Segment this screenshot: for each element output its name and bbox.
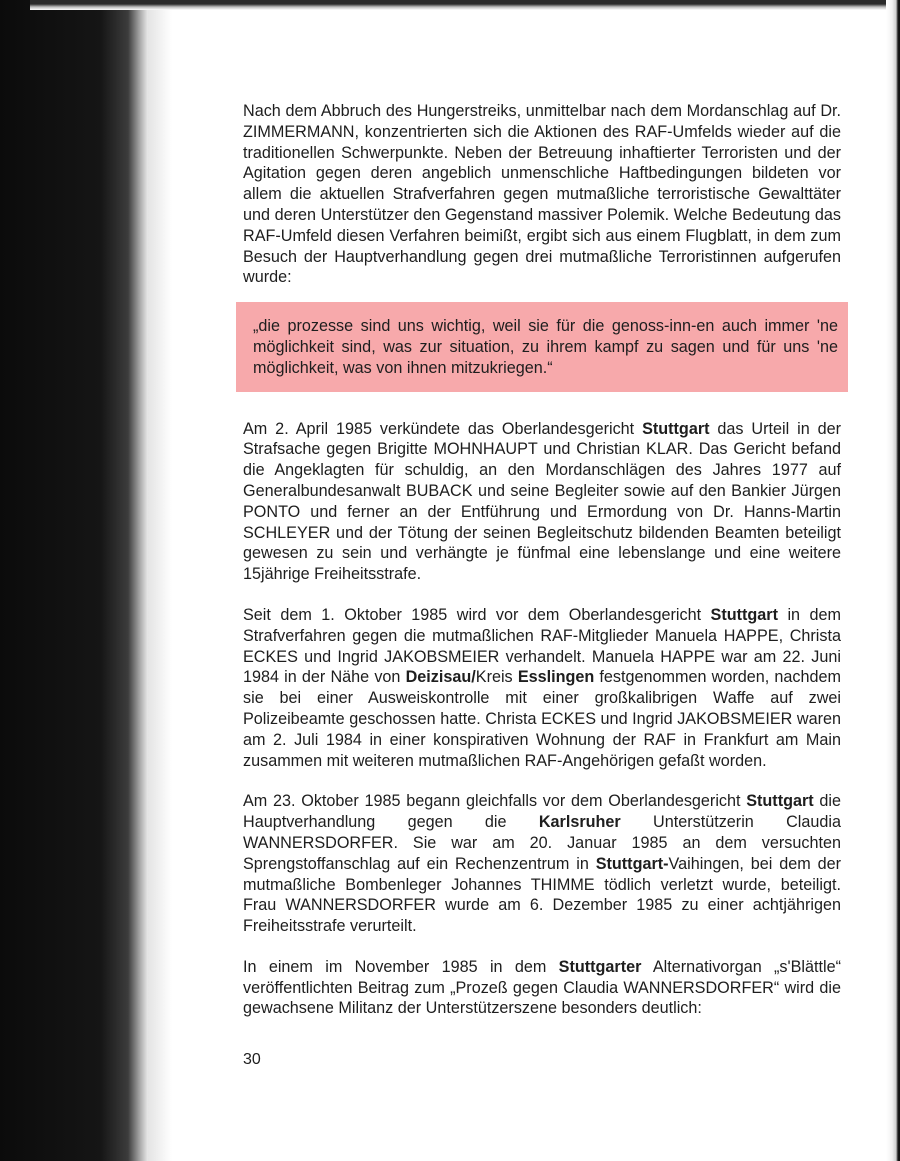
paragraph-4: Am 23. Oktober 1985 begann gleichfalls vor dem Oberlandesgericht Stuttgart die Hauptverhandlung gegen die Karlsruher Unterstützerin Claudia WANNERSDORFER. Sie war am 20. Januar 1985 an dem versuchten Sprengstoffanschlag auf ein Rechenzentrum in Stuttgart-Vaihingen, bei dem der mutmaßliche Bombenleger Johannes THIMME tödlich verletzt wurde, beteiligt. Frau WANNERSDORFER wurde am 6. Dezember 1985 zu einer achtjährigen Freiheitsstrafe verurteilt. bbox=[243, 792, 841, 936]
scan-left-edge bbox=[0, 0, 148, 1161]
paragraph-3: Seit dem 1. Oktober 1985 wird vor dem Oberlandesgericht Stuttgart in dem Strafverfahren gegen die mutmaßlichen RAF-Mitglieder Manuela HAPPE, Christa ECKES und Ingrid JAKOBSMEIER verhandelt. Manuela HAPPE war am 22. Juni 1984 in der Nähe von Deizisau/Kreis Esslingen festgenommen worden, nachdem sie bei einer Ausweiskontrolle mit einer großkalibrigen Waffe auf zwei Polizeibeamte geschossen hatte. Christa ECKES und Ingrid JAKOBSMEIER waren am 2. Juli 1984 in einer konspirativen Wohnung der RAF in Frankfurt am Main zusammen mit weiteren mutmaßlichen RAF-Angehörigen gefaßt worden. bbox=[243, 605, 841, 770]
page-body bbox=[243, 101, 841, 1019]
highlighted-quote bbox=[236, 302, 848, 391]
paragraph-2: Am 2. April 1985 verkündete das Oberlandesgericht Stuttgart das Urteil in der Strafsache gegen Brigitte MOHNHAUPT und Christian KLAR. Das Gericht befand die Angeklagten für schuldig, an den Mordanschlägen des Jahres 1977 auf Generalbundesanwalt BUBACK und seine Begleiter sowie auf den Bankier Jürgen PONTO und ferner an der Entführung und Ermordung von Dr. Hanns-Martin SCHLEYER und der Tötung der seinen Begleitschutz bildenden Beamten beteiligt gewesen zu sein und verhängte je fünfmal eine lebenslange und eine weitere 15jährige Freiheitsstrafe. bbox=[243, 419, 841, 584]
paragraph-5: In einem im November 1985 in dem Stuttgarter Alternativorgan „s'Blättle“ veröffentlichten Beitrag zum „Prozeß gegen Claudia WANNERSDORFER“ wird die gewachsene Militanz der Unterstützerszene besonders deutlich: bbox=[243, 957, 841, 1018]
quote-text: „die prozesse sind uns wichtig, weil sie für die genoss-inn-en auch immer 'ne möglichkeit sind, was zur situation, zu ihrem kampf zu sagen und für uns 'ne möglichkeit, was von ihnen mitzukriegen.“ bbox=[253, 317, 838, 377]
scan-right-edge bbox=[886, 0, 900, 1161]
page-gutter-shadow bbox=[148, 10, 172, 1161]
page-number: 30 bbox=[243, 1051, 261, 1068]
paragraph-1: Nach dem Abbruch des Hungerstreiks, unmittelbar nach dem Mordanschlag auf Dr. ZIMMERMANN, konzentrierten sich die Aktionen des RAF-Umfelds wieder auf die traditionellen Schwerpunkte. Neben der Betreuung inhaftierter Terroristen und der Agitation gegen deren angeblich unmenschliche Haftbedingungen bildeten vor allem die aktuellen Strafverfahren gegen mutmaßliche terroristische Gewalttäter und deren Unterstützer den Gegenstand massiver Polemik. Welche Bedeutung das RAF-Umfeld diesen Verfahren beimißt, ergibt sich aus einem Flugblatt, in dem zum Besuch der Hauptverhandlung gegen drei mutmaßliche Terroristinnen aufgerufen wurde: bbox=[243, 102, 841, 287]
scan-top-edge bbox=[30, 0, 892, 10]
